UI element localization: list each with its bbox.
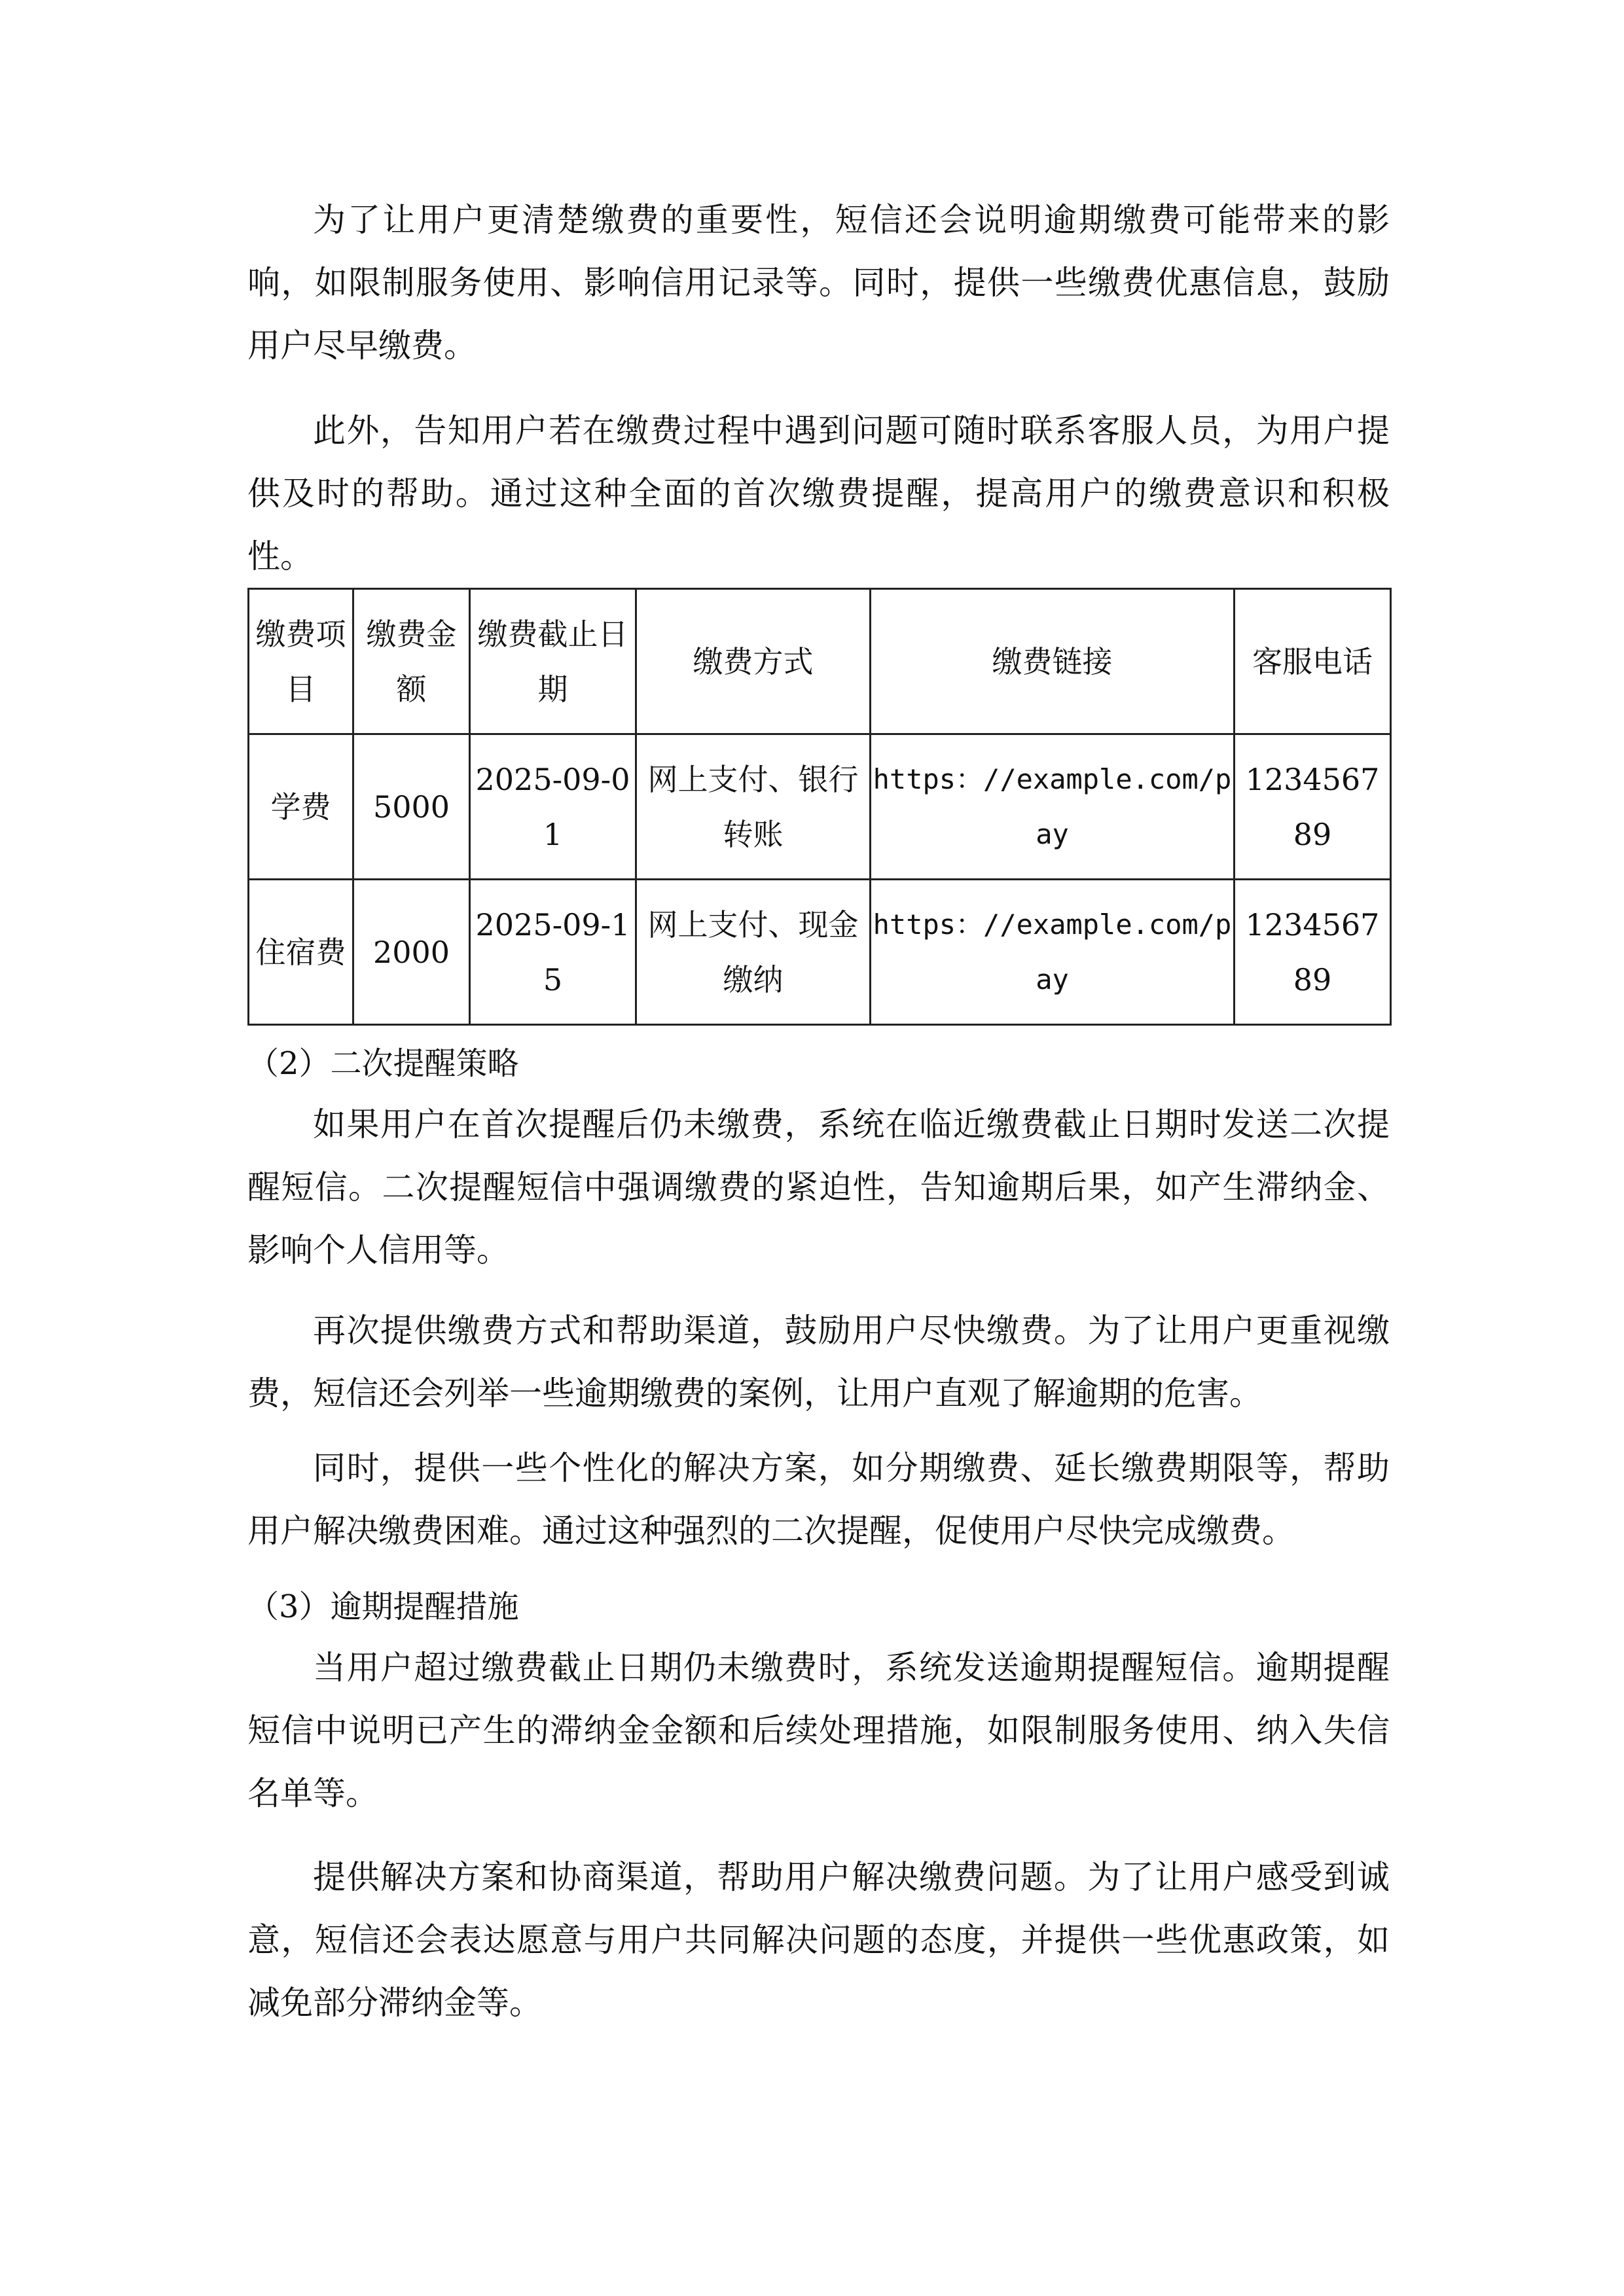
cell-amount: 2000 — [353, 880, 470, 1025]
cell-item: 学费 — [249, 734, 353, 880]
cell-item: 住宿费 — [249, 880, 353, 1025]
header-phone: 客服电话 — [1235, 589, 1391, 734]
section2-heading: （2）二次提醒策略 — [247, 1045, 519, 1082]
section2-paragraph-3: 同时，提供一些个性化的解决方案，如分期缴费、延长缴费期限等，帮助用户解决缴费困难。通过这种强烈的二次提醒，促使用户尽快完成缴费。 — [247, 1449, 1390, 1550]
table-row — [249, 734, 1391, 880]
intro-paragraph-2: 此外，告知用户若在缴费过程中遇到问题可随时联系客服人员，为用户提供及时的帮助。通过这种全面的首次缴费提醒，提高用户的缴费意识和积极性。 — [247, 412, 1390, 575]
section2-paragraph-1: 如果用户在首次提醒后仍未缴费，系统在临近缴费截止日期时发送二次提醒短信。二次提醒短信中强调缴费的紧迫性，告知逾期后果，如产生滞纳金、影响个人信用等。 — [247, 1105, 1390, 1269]
cell-phone: 123456789 — [1235, 880, 1391, 1025]
header-deadline: 缴费截止日期 — [470, 589, 636, 734]
cell-link[interactable]: https：//example.com/pay — [871, 734, 1235, 880]
cell-amount: 5000 — [353, 734, 470, 880]
header-amount: 缴费金额 — [353, 589, 470, 734]
cell-deadline: 2025-09-15 — [470, 880, 636, 1025]
table-row — [249, 880, 1391, 1025]
table-header-row — [249, 589, 1391, 734]
intro-paragraph-1: 为了让用户更清楚缴费的重要性，短信还会说明逾期缴费可能带来的影响，如限制服务使用、影响信用记录等。同时，提供一些缴费优惠信息，鼓励用户尽早缴费。 — [247, 201, 1390, 365]
section3-paragraph-1: 当用户超过缴费截止日期仍未缴费时，系统发送逾期提醒短信。逾期提醒短信中说明已产生的滞纳金金额和后续处理措施，如限制服务使用、纳入失信名单等。 — [247, 1649, 1390, 1812]
header-link: 缴费链接 — [871, 589, 1235, 734]
payment-table — [247, 588, 1392, 1026]
cell-deadline: 2025-09-01 — [470, 734, 636, 880]
header-method: 缴费方式 — [636, 589, 871, 734]
cell-phone: 123456789 — [1235, 734, 1391, 880]
cell-method: 网上支付、现金缴纳 — [636, 880, 871, 1025]
section3-heading: （3）逾期提醒措施 — [247, 1588, 519, 1625]
section3-paragraph-2: 提供解决方案和协商渠道，帮助用户解决缴费问题。为了让用户感受到诚意，短信还会表达愿意与用户共同解决问题的态度，并提供一些优惠政策，如减免部分滞纳金等。 — [247, 1858, 1390, 2022]
cell-method: 网上支付、银行转账 — [636, 734, 871, 880]
header-item: 缴费项目 — [249, 589, 353, 734]
section2-paragraph-2: 再次提供缴费方式和帮助渠道，鼓励用户尽快缴费。为了让用户更重视缴费，短信还会列举一些逾期缴费的案例，让用户直观了解逾期的危害。 — [247, 1312, 1390, 1412]
cell-link[interactable]: https：//example.com/pay — [871, 880, 1235, 1025]
